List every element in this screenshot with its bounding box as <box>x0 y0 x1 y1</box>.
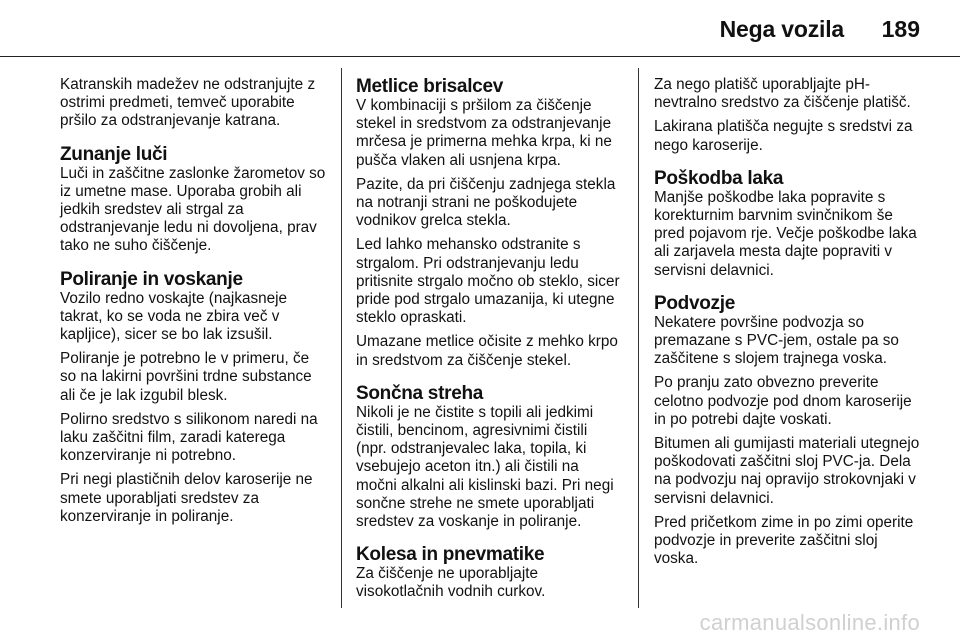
paragraph: Za nego platišč uporabljajte pH-nevtralno sredstvo za čiščenje platišč. <box>654 76 911 112</box>
paragraph: Nikoli je ne čistite s topili ali jedkimi čistili, bencinom, agresivnimi čistili (npr. odstranjevalec laka, topila, ki vsebujejo aceton itn.) ali čistili na močni alkalni ali kislinski bazi. Pri negi sončne strehe ne smete uporabljati sredstev za voskanje in poliranje. <box>356 403 614 531</box>
section-heading: Metlice brisalcev <box>356 76 503 97</box>
continued-text <box>60 76 326 131</box>
paragraph: Umazane metlice očisite z mehko krpo in sredstvom za čiščenje stekel. <box>356 333 618 369</box>
paragraph: Pazite, da pri čiščenju zadnjega stekla na notranji strani ne poškodujete vodnikov grelca stekla. <box>356 175 616 230</box>
paragraph: Pri negi plastičnih delov karoserije ne smete uporabljati sredstev za konzerviranje in poliranje. <box>60 471 313 525</box>
section-heading: Poliranje in voskanje <box>60 268 243 290</box>
paragraph: Katranskih madežev ne odstranjujte z ostrimi predmeti, temveč uporabite pršilo za odstranjevanje katrana. <box>60 76 316 130</box>
paragraph: Lakirana platišča negujte s sredstvi za nego karoserije. <box>654 118 913 154</box>
paragraph: V kombinaciji s pršilom za čiščenje stekel in sredstvom za odstranjevanje mrčesa je primerna mehka krpa, ki ne pušča vlaken ali usnjena krpa. <box>356 97 612 169</box>
section-heading: Poškodba laka <box>654 167 784 189</box>
header-divider <box>0 56 960 57</box>
paragraph: Vozilo redno voskajte (najkasneje takrat, ko se voda ne zbira več v kapljice), sicer se bo lak izsušil. <box>60 289 288 344</box>
section-heading: Sončna streha <box>356 382 484 404</box>
paragraph: Po pranju zato obvezno preverite celotno podvozje pod dnom karoserije in po potrebi dajte voskati. <box>654 374 912 428</box>
column-divider-1 <box>341 68 342 608</box>
paragraph: Za čiščenje ne uporabljajte visokotlačnih vodnih curkov. <box>356 565 546 601</box>
section-poskodba-laka <box>654 168 920 280</box>
section-heading: Kolesa in pnevmatike <box>356 544 545 566</box>
section-podvozje <box>654 293 920 569</box>
paragraph: Led lahko mehansko odstranite s strgalom. Pri odstranjevanju ledu pritisnite strgalo močno ob steklo, sicer pride pod strgalo umazanija, ki utegne steklo opraskati. <box>356 236 620 327</box>
section-soncna-streha <box>356 383 622 531</box>
section-heading: Zunanje luči <box>60 143 168 165</box>
page-number: 189 <box>881 16 920 42</box>
section-kolesa-in-pnevmatike <box>356 544 622 601</box>
column-1 <box>60 76 326 539</box>
section-heading: Podvozje <box>654 292 736 314</box>
paragraph: Polirno sredstvo s silikonom naredi na laku zaščitni film, zaradi katerega konzerviranje ni potrebno. <box>60 410 318 465</box>
section-zunanje-luci <box>60 144 326 256</box>
watermark: carmanualsonline.info <box>699 610 920 635</box>
column-divider-2 <box>638 68 639 608</box>
section-poliranje-in-voskanje <box>60 269 326 526</box>
page-title: Nega vozila <box>719 16 844 42</box>
paragraph: Manjše poškodbe laka popravite s korekturnim barvnim svinčnikom še pred pojavom rje. Večje poškodbe laka ali zarjavela mesta dajte popraviti v servisni delavnici. <box>654 188 917 279</box>
page-header <box>0 0 960 58</box>
column-2 <box>356 76 622 615</box>
paragraph: Poliranje je potrebno le v primeru, če so na lakirni površini trdne substance ali če je lak izgubil blesk. <box>60 350 312 404</box>
column-3 <box>654 76 920 581</box>
paragraph: Bitumen ali gumijasti materiali utegnejo poškodovati zaščitni sloj PVC-ja. Dela na podvozju naj opravijo strokovnjaki v servisni delavnici. <box>654 435 920 507</box>
paragraph: Luči in zaščitne zaslonke žarometov so iz umetne mase. Uporaba grobih ali jedkih sredstev ali strgal za odstranjevanje ledu ni dovoljena, prav tako ne suho čiščenje. <box>60 164 326 255</box>
paragraph: Nekatere površine podvozja so premazane s PVC-jem, ostale pa so zaščitene s slojem trajnega voska. <box>654 313 899 368</box>
section-metlice-brisalcev <box>356 76 622 370</box>
paragraph: Pred pričetkom zime in po zimi operite podvozje in preverite zaščitni sloj voska. <box>654 513 914 568</box>
continued-text <box>654 76 920 155</box>
